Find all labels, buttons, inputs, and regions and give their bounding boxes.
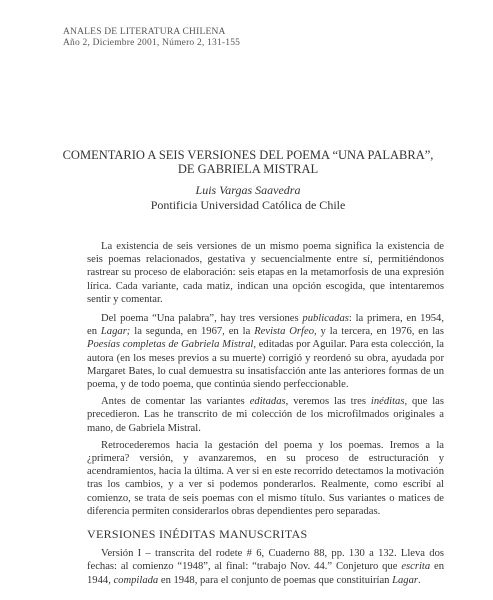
italic-run: Lagar; [100, 326, 131, 338]
section-heading: VERSIONES INÉDITAS MANUSCRITAS [87, 527, 308, 542]
italic-run: Revista Orfeo, [254, 326, 317, 338]
author-name: Luis Vargas Saavedra [195, 183, 301, 197]
italic-run: inéditas [370, 396, 405, 408]
title-line-2: DE GABRIELA MISTRAL [177, 162, 319, 176]
paragraph-4: Retrocederemos hacia la gestación del poema y los poemas. Iremos a la ¿primera? versión, y avanzaremos, en su proceso de estructuración y acendramientos, hacia la última. A ver si en este recorrido detectamos la motivación tras los cambios, y a ver si podemos ponderarlos. Realmente, como escribí al comienzo, se trata de seis poemas con el mismo título. Sus variantes o matices de diferencia permiten considerarlos obras dependientes pero separadas. [87, 439, 444, 517]
text-run: la segunda, en 1967, en la [130, 326, 255, 338]
issue-info: Año 2, Diciembre 2001, Número 2, 131-155 [63, 38, 241, 48]
text-run: y la tercera, en 1976, en las [316, 326, 444, 338]
italic-run: editadas [249, 396, 286, 408]
author-affiliation: Pontificia Universidad Católica de Chile [150, 198, 346, 212]
text-run: en 1944, [87, 561, 445, 586]
article-body [87, 240, 444, 591]
text-run: Versión I – transcrita del rodete # 6, Cuaderno 88, pp. 130 a 132. Lleva dos fechas: al comienzo “1948”, al final: “trabajo Nov. 44.” Conjeturo que [87, 548, 444, 573]
text-run: . [418, 574, 421, 586]
paragraph-1: La existencia de seis versiones de un mismo poema significa la existencia de seis poemas relacionados, gestativa y secuencialmente entre sí, permitiéndonos rastrear su proceso de elaboración: seis etapas en la metamorfosis de una expresión lírica. Cada variante, cada matiz, indican una opción escogida, que intentaremos sentir y comentar. [87, 241, 444, 305]
author-block [60, 183, 436, 213]
article-title [60, 148, 436, 176]
text-run: en 1948, para el conjunto de poemas que constituirían [158, 574, 393, 586]
italic-run: compilada [113, 574, 159, 586]
title-line-1: COMENTARIO A SEIS VERSIONES DEL POEMA “UNA PALABRA”, [62, 148, 434, 162]
paragraph-2 [87, 312, 444, 391]
journal-header [63, 27, 240, 49]
italic-run: publicadas [302, 313, 349, 325]
text-run: Antes de comentar las variantes [101, 396, 250, 408]
text-run: Del poema “Una palabra”, hay tres versiones [101, 313, 303, 325]
text-run: : la primera, en 1954, en [87, 313, 444, 338]
text-run: , que las precedieron. Las he transcrito de mi colección de los microfilmados originales a mano, de Gabriela Mistral. [87, 396, 444, 434]
italic-run: Poesías completas de Gabriela Mistral, [87, 339, 256, 351]
text-run: , veremos las tres [285, 396, 371, 408]
paragraph-3 [87, 395, 444, 435]
journal-name: ANALES DE LITERATURA CHILENA [63, 27, 226, 37]
paragraph-5 [87, 547, 444, 587]
italic-run: Lagar [392, 574, 419, 586]
text-run: editadas por Aguilar. Para esta colección, la autora (en los meses previos a su muerte) corrigió y reordenó su obra, ayudada por Margaret Bates, lo cual demuestra su insatisfacción ante las anteriores formas de un poema, y de todo poema, que continúa siendo perfeccionable. [87, 339, 444, 391]
italic-run: escrita [401, 561, 431, 573]
